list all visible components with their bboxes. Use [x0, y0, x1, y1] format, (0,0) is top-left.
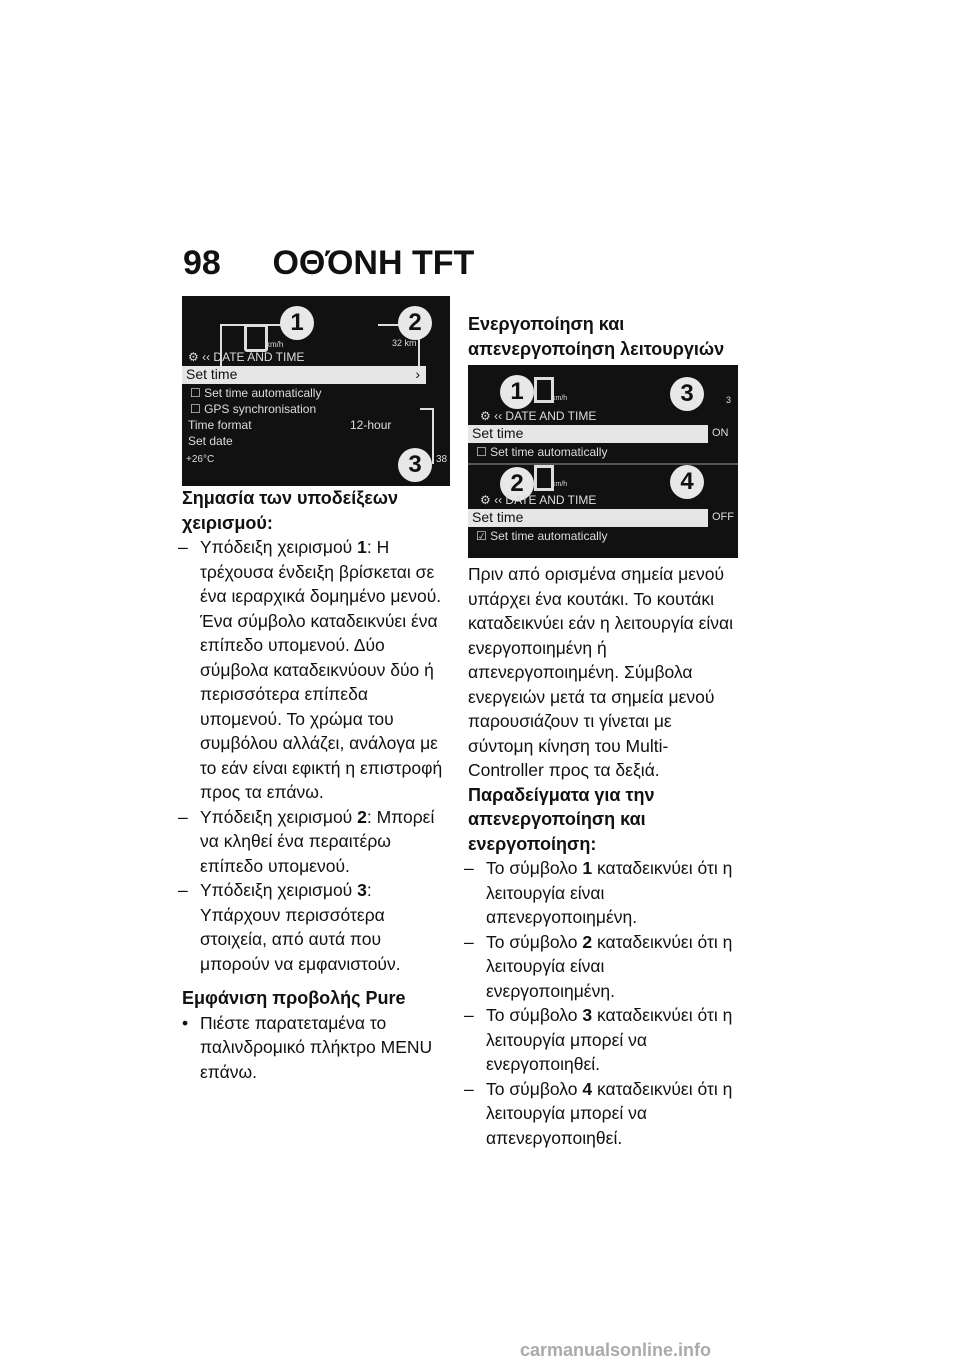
gear-icon: ⚙ ‹‹	[480, 493, 506, 507]
right-column-text	[468, 562, 738, 1150]
callout-1: 1	[500, 375, 534, 409]
section-heading: Ενεργοποίηση και απενεργοποίηση λειτουργιών	[468, 314, 725, 359]
corner-value: 3	[726, 395, 732, 405]
distance-label: 32 km	[392, 338, 417, 348]
menu-item-gps-sync[interactable]: ☐ GPS synchronisation	[190, 402, 317, 416]
section-heading: Σημασία των υποδείξεων χειρισμού:	[182, 488, 398, 533]
menu-item-set-time[interactable]: Set time ›	[182, 366, 426, 384]
list-item: – Το σύμβολο 4 καταδεικνύει ότι η λειτουργία μπορεί να απενεργοποιηθεί.	[468, 1077, 738, 1151]
menu-title: DATE AND TIME	[213, 350, 305, 364]
list-item: – Υπόδειξη χειρισμού 3: Υπάρχουν περισσότερα στοιχεία, από αυτά που μπορούν να εμφανιστούν.	[182, 878, 450, 976]
section-heading-examples: Παραδείγματα για την απενεργοποίηση και ενεργοποίηση:	[468, 784, 655, 854]
unit-label: km/h	[266, 340, 284, 349]
page-title: ΟΘΌΝΗ TFT	[272, 244, 475, 282]
right-column	[468, 312, 738, 361]
unit-label: km/h	[552, 395, 568, 402]
corner-value: 38	[436, 454, 448, 465]
menu-item-set-time-automatically[interactable]: ☐ Set time automatically	[190, 386, 322, 400]
callout-2: 2	[500, 467, 534, 501]
divider	[468, 463, 738, 465]
callout-3: 3	[670, 377, 704, 411]
speed-icon	[534, 377, 554, 403]
callout-3: 3	[398, 448, 432, 482]
list-item: – Υπόδειξη χειρισμού 2: Μπορεί να κληθεί ένα περαιτέρω επίπεδο υπομενού.	[182, 805, 450, 879]
checkbox-icon: ☐	[190, 402, 205, 416]
chevron-right-icon: ›	[415, 366, 420, 382]
unit-label: km/h	[552, 481, 568, 488]
menu-title-row: ⚙ ‹‹ DATE AND TIME	[480, 493, 597, 507]
list-item: • Πιέστε παρατεταμένα το παλινδρομικό πλήκτρο MENU επάνω.	[182, 1011, 450, 1085]
page-header	[183, 244, 474, 283]
tft-screen-toggle	[468, 365, 738, 558]
temperature-label: +26°C	[186, 454, 215, 465]
watermark: carmanualsonline.info	[520, 1340, 712, 1360]
on-label: ON	[712, 427, 729, 439]
tft-screen-menu	[182, 296, 450, 486]
menu-item-set-date[interactable]: Set date	[188, 434, 233, 448]
menu-item-time-format[interactable]: Time format 12-hour	[188, 418, 392, 432]
callout-1: 1	[280, 306, 314, 340]
section-heading-pure: Εμφάνιση προβολής Pure	[182, 988, 406, 1008]
menu-title-row	[188, 350, 450, 364]
list-item: – Το σύμβολο 2 καταδεικνύει ότι η λειτουργία είναι ενεργοποιημένη.	[468, 930, 738, 1004]
speed-icon	[244, 324, 268, 352]
off-label: OFF	[712, 511, 734, 523]
callout-4: 4	[670, 465, 704, 499]
intro-paragraph: Πριν από ορισμένα σημεία μενού υπάρχει ένα κουτάκι. Το κουτάκι καταδεικνύει εάν η λειτουργία είναι ενεργοποιημένη ή απενεργοποιημένη. Σύμβολα ενεργειών μετά τα σημεία μενού παρουσιάζουν τι γίνεται με σύντομη κίνηση του Multi-Controller προς τα δεξιά.	[468, 564, 734, 780]
menu-item-auto-checked[interactable]: ☑ Set time automatically	[476, 529, 608, 543]
checkbox-icon: ☐	[190, 386, 205, 400]
callout-2: 2	[398, 306, 432, 340]
gear-icon: ⚙ ‹‹	[480, 409, 506, 423]
speed-icon	[534, 465, 554, 491]
menu-title-row: ⚙ ‹‹ DATE AND TIME	[480, 409, 597, 423]
page-number: 98	[183, 244, 221, 282]
list-item: – Υπόδειξη χειρισμού 1: Η τρέχουσα ένδειξη βρίσκεται σε ένα ιεραρχικά δομημένο μενού. Ένα σύμβολο καταδεικνύει ένα επίπεδο υπομενού. Δύο σύμβολα καταδεικνύουν δύο ή περισσότερα επίπεδα υπομενού. Το χρώμα του συμβόλου αλλάζει, ανάλογα με το εάν είναι εφικτή η επιστροφή προς τα επάνω.	[182, 535, 450, 805]
gear-icon: ⚙ ‹‹	[188, 350, 214, 364]
list-item: – Το σύμβολο 3 καταδεικνύει ότι η λειτουργία μπορεί να ενεργοποιηθεί.	[468, 1003, 738, 1077]
list-item: – Το σύμβολο 1 καταδεικνύει ότι η λειτουργία είναι απενεργοποιημένη.	[468, 856, 738, 930]
checkbox-icon: ☐	[476, 445, 491, 459]
menu-item-set-time[interactable]: Set time	[468, 509, 708, 527]
menu-item-set-time[interactable]: Set time	[468, 425, 708, 443]
left-column	[182, 486, 450, 1084]
menu-item-auto[interactable]: ☐ Set time automatically	[476, 445, 608, 459]
checked-checkbox-icon: ☑	[476, 529, 491, 543]
time-format-value: 12-hour	[350, 418, 392, 432]
